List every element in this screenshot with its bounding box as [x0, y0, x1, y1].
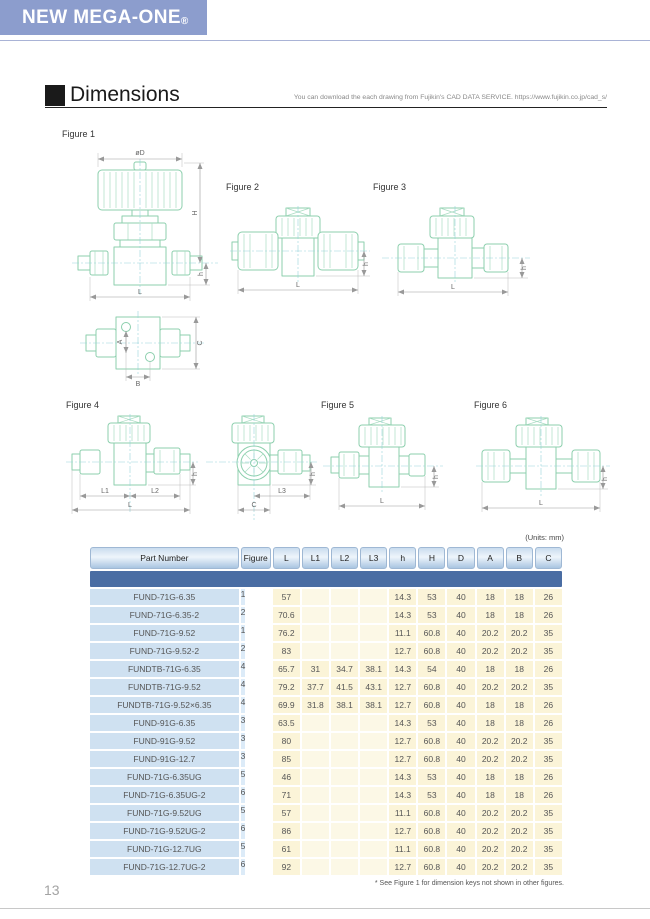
value-cell: 14.3 — [389, 589, 416, 605]
table-row — [90, 769, 562, 785]
value-cell — [360, 805, 387, 821]
value-cell — [302, 625, 329, 641]
value-cell: 26 — [535, 769, 562, 785]
table-body — [90, 589, 562, 875]
value-cell — [360, 643, 387, 659]
value-cell — [331, 625, 358, 641]
banner-underline — [0, 40, 650, 41]
part-number-cell: FUND-91G-12.7 — [90, 751, 239, 767]
value-cell: 57 — [273, 805, 300, 821]
table-row — [90, 589, 562, 605]
value-cell: 53 — [418, 607, 445, 623]
dim-label-B: B — [135, 381, 141, 388]
value-cell: 12.7 — [389, 733, 416, 749]
value-cell: 20.2 — [506, 733, 533, 749]
dim-label-A: A — [117, 339, 124, 345]
table-row — [90, 697, 562, 713]
value-cell: 38.1 — [331, 697, 358, 713]
dim-label-h2: h — [310, 472, 317, 476]
dim-label-C: C — [197, 340, 204, 346]
value-cell: 46 — [273, 769, 300, 785]
value-cell: 11.1 — [389, 841, 416, 857]
col-header-L1: L1 — [302, 547, 329, 569]
value-cell: 43.1 — [360, 679, 387, 695]
part-number-cell: FUNDTB-71G-9.52×6.35 — [90, 697, 239, 713]
value-cell: 14.3 — [389, 607, 416, 623]
value-cell: 35 — [535, 679, 562, 695]
dim-label-oD: øD — [135, 150, 145, 157]
col-header-L3: L3 — [360, 547, 387, 569]
value-cell: 35 — [535, 859, 562, 875]
value-cell — [302, 607, 329, 623]
dimensions-table-section — [88, 533, 564, 887]
value-cell: 20.2 — [477, 733, 504, 749]
value-cell: 12.7 — [389, 643, 416, 659]
figure6-label: Figure 6 — [474, 400, 508, 410]
figure4-label: Figure 4 — [66, 400, 100, 410]
registered-mark: ® — [180, 16, 189, 27]
figure2-label: Figure 2 — [226, 182, 260, 192]
page-number: 13 — [44, 882, 60, 898]
value-cell — [302, 715, 329, 731]
value-cell — [331, 805, 358, 821]
value-cell: 60.8 — [418, 841, 445, 857]
dim-label-L: L — [138, 289, 142, 296]
value-cell: 20.2 — [506, 751, 533, 767]
value-cell: 37.7 — [302, 679, 329, 695]
table-row — [90, 715, 562, 731]
table-row — [90, 751, 562, 767]
value-cell — [360, 625, 387, 641]
value-cell: 54 — [418, 661, 445, 677]
dim-label-L1: L1 — [101, 488, 109, 495]
value-cell — [360, 607, 387, 623]
value-cell: 35 — [535, 823, 562, 839]
table-row — [90, 625, 562, 641]
value-cell — [331, 715, 358, 731]
value-cell: 65.7 — [273, 661, 300, 677]
dim-label-L: L — [380, 498, 384, 505]
value-cell — [360, 841, 387, 857]
value-cell: 20.2 — [506, 625, 533, 641]
value-cell: 86 — [273, 823, 300, 839]
dim-label-C: C — [251, 502, 257, 509]
cad-download-note: You can download the each drawing from Fujikin's CAD DATA SERVICE. https://www.fujikin.co.jp/cad_s/ — [293, 94, 607, 101]
value-cell: 20.2 — [477, 625, 504, 641]
dim-label-L2: L2 — [151, 488, 159, 495]
value-cell: 60.8 — [418, 859, 445, 875]
value-cell: 20.2 — [477, 751, 504, 767]
value-cell — [302, 823, 329, 839]
value-cell: 20.2 — [477, 841, 504, 857]
value-cell: 20.2 — [506, 859, 533, 875]
value-cell: 76.2 — [273, 625, 300, 641]
value-cell: 18 — [506, 715, 533, 731]
table-row — [90, 859, 562, 875]
value-cell: 18 — [506, 607, 533, 623]
value-cell: 71 — [273, 787, 300, 803]
table-row — [90, 805, 562, 821]
value-cell: 70.6 — [273, 607, 300, 623]
col-header-part-number: Part Number — [90, 547, 239, 569]
dim-label-H: H — [192, 210, 199, 216]
value-cell: 26 — [535, 787, 562, 803]
value-cell: 12.7 — [389, 859, 416, 875]
part-number-cell: FUND-71G-12.7UG — [90, 841, 239, 857]
figure-cell: 6 — [241, 787, 246, 803]
value-cell: 40 — [447, 589, 474, 605]
figure2-drawing — [230, 202, 376, 302]
value-cell: 34.7 — [331, 661, 358, 677]
figure-cell: 2 — [241, 607, 246, 623]
dim-label-h: h — [602, 477, 609, 481]
value-cell: 18 — [506, 661, 533, 677]
value-cell: 53 — [418, 589, 445, 605]
value-cell: 83 — [273, 643, 300, 659]
section-bullet — [45, 85, 65, 106]
value-cell: 20.2 — [477, 643, 504, 659]
value-cell — [302, 733, 329, 749]
value-cell: 20.2 — [506, 823, 533, 839]
value-cell — [331, 751, 358, 767]
value-cell — [331, 787, 358, 803]
table-row — [90, 661, 562, 677]
value-cell: 61 — [273, 841, 300, 857]
value-cell: 40 — [447, 841, 474, 857]
col-header-L2: L2 — [331, 547, 358, 569]
part-number-cell: FUND-71G-9.52UG — [90, 805, 239, 821]
figure3-label: Figure 3 — [373, 182, 407, 192]
col-header-C: C — [535, 547, 562, 569]
value-cell — [302, 841, 329, 857]
table-header-row — [90, 547, 562, 569]
dim-label-L: L — [128, 502, 132, 509]
value-cell: 14.3 — [389, 787, 416, 803]
figure6-drawing — [474, 412, 614, 524]
value-cell: 35 — [535, 733, 562, 749]
table-row — [90, 643, 562, 659]
value-cell — [360, 769, 387, 785]
figure3-drawing — [380, 202, 535, 302]
value-cell: 40 — [447, 715, 474, 731]
value-cell — [360, 751, 387, 767]
table-row — [90, 733, 562, 749]
part-number-cell: FUND-71G-9.52UG-2 — [90, 823, 239, 839]
value-cell — [302, 805, 329, 821]
value-cell: 12.7 — [389, 697, 416, 713]
dim-label-h: h — [198, 272, 205, 276]
units-label: (Units: mm) — [525, 533, 564, 542]
dimensions-table — [88, 545, 564, 877]
part-number-cell: FUND-71G-6.35UG-2 — [90, 787, 239, 803]
product-banner — [0, 0, 207, 35]
col-header-A: A — [477, 547, 504, 569]
figure-cell: 5 — [241, 841, 246, 857]
value-cell: 18 — [506, 787, 533, 803]
value-cell: 53 — [418, 787, 445, 803]
value-cell: 14.3 — [389, 715, 416, 731]
value-cell: 18 — [506, 697, 533, 713]
value-cell: 20.2 — [477, 859, 504, 875]
value-cell — [331, 769, 358, 785]
value-cell: 14.3 — [389, 769, 416, 785]
value-cell: 60.8 — [418, 805, 445, 821]
part-number-cell: FUND-71G-9.52-2 — [90, 643, 239, 659]
value-cell: 60.8 — [418, 733, 445, 749]
value-cell: 35 — [535, 805, 562, 821]
part-number-cell: FUND-71G-6.35UG — [90, 769, 239, 785]
value-cell — [331, 823, 358, 839]
value-cell — [331, 643, 358, 659]
value-cell: 35 — [535, 751, 562, 767]
value-cell: 41.5 — [331, 679, 358, 695]
figure5-drawing — [321, 412, 451, 524]
table-row — [90, 823, 562, 839]
figure-cell: 1 — [241, 625, 246, 641]
figure-cell: 4 — [241, 679, 246, 695]
value-cell: 60.8 — [418, 643, 445, 659]
value-cell: 12.7 — [389, 751, 416, 767]
value-cell: 40 — [447, 607, 474, 623]
part-number-cell: FUNDTB-71G-9.52 — [90, 679, 239, 695]
value-cell: 20.2 — [506, 679, 533, 695]
value-cell: 20.2 — [477, 823, 504, 839]
table-row — [90, 607, 562, 623]
figure-cell: 4 — [241, 697, 246, 713]
part-number-cell: FUND-71G-9.52 — [90, 625, 239, 641]
value-cell: 40 — [447, 625, 474, 641]
col-header-H: H — [418, 547, 445, 569]
dim-label-h: h — [521, 266, 528, 270]
value-cell: 60.8 — [418, 823, 445, 839]
value-cell — [302, 643, 329, 659]
value-cell: 85 — [273, 751, 300, 767]
value-cell: 18 — [477, 715, 504, 731]
value-cell — [360, 589, 387, 605]
part-number-cell: FUND-91G-9.52 — [90, 733, 239, 749]
value-cell — [302, 751, 329, 767]
figure-cell: 2 — [241, 643, 246, 659]
value-cell: 20.2 — [477, 679, 504, 695]
value-cell: 11.1 — [389, 805, 416, 821]
value-cell: 40 — [447, 643, 474, 659]
figure1-front-drawing — [70, 143, 220, 307]
value-cell: 63.5 — [273, 715, 300, 731]
value-cell: 92 — [273, 859, 300, 875]
part-number-cell: FUND-71G-12.7UG-2 — [90, 859, 239, 875]
value-cell: 53 — [418, 769, 445, 785]
value-cell: 80 — [273, 733, 300, 749]
value-cell: 26 — [535, 697, 562, 713]
col-header-D: D — [447, 547, 474, 569]
part-number-cell: FUND-71G-6.35 — [90, 589, 239, 605]
value-cell — [360, 715, 387, 731]
section-underline — [45, 107, 607, 108]
value-cell: 40 — [447, 733, 474, 749]
header-separator — [90, 571, 562, 587]
table-footnote: * See Figure 1 for dimension keys not shown in other figures. — [374, 880, 564, 887]
value-cell: 18 — [477, 787, 504, 803]
table-row — [90, 787, 562, 803]
value-cell: 60.8 — [418, 679, 445, 695]
value-cell: 14.3 — [389, 661, 416, 677]
figure-cell: 6 — [241, 859, 246, 875]
dim-label-L: L — [451, 284, 455, 291]
value-cell — [331, 607, 358, 623]
col-header-B: B — [506, 547, 533, 569]
value-cell: 40 — [447, 787, 474, 803]
table-row — [90, 841, 562, 857]
section-title: Dimensions — [70, 83, 180, 106]
figure-cell: 1 — [241, 589, 246, 605]
figure-cell: 3 — [241, 733, 246, 749]
value-cell — [302, 589, 329, 605]
value-cell — [360, 823, 387, 839]
value-cell: 35 — [535, 625, 562, 641]
value-cell: 12.7 — [389, 823, 416, 839]
value-cell: 18 — [506, 769, 533, 785]
value-cell: 35 — [535, 643, 562, 659]
value-cell — [302, 787, 329, 803]
value-cell: 26 — [535, 589, 562, 605]
value-cell: 18 — [477, 661, 504, 677]
value-cell: 26 — [535, 715, 562, 731]
value-cell: 35 — [535, 841, 562, 857]
value-cell: 26 — [535, 661, 562, 677]
dim-label-h: h — [363, 262, 370, 266]
value-cell: 18 — [477, 697, 504, 713]
page-bottom-rule — [0, 908, 650, 909]
value-cell: 40 — [447, 823, 474, 839]
value-cell: 18 — [477, 589, 504, 605]
figure5-label: Figure 5 — [321, 400, 355, 410]
value-cell: 40 — [447, 769, 474, 785]
value-cell: 38.1 — [360, 697, 387, 713]
value-cell: 40 — [447, 661, 474, 677]
value-cell — [360, 859, 387, 875]
figure-cell: 5 — [241, 805, 246, 821]
figure-cell: 3 — [241, 751, 246, 767]
value-cell: 11.1 — [389, 625, 416, 641]
value-cell — [331, 733, 358, 749]
figure-cell: 4 — [241, 661, 246, 677]
value-cell: 69.9 — [273, 697, 300, 713]
value-cell: 26 — [535, 607, 562, 623]
figure1-bottom-drawing — [76, 305, 211, 389]
dim-label-h: h — [433, 475, 440, 479]
value-cell — [302, 859, 329, 875]
value-cell: 20.2 — [477, 805, 504, 821]
figure-cell: 3 — [241, 715, 246, 731]
value-cell: 20.2 — [506, 643, 533, 659]
value-cell: 38.1 — [360, 661, 387, 677]
value-cell: 60.8 — [418, 697, 445, 713]
value-cell: 31 — [302, 661, 329, 677]
value-cell — [360, 733, 387, 749]
table-row — [90, 679, 562, 695]
product-title: NEW MEGA-ONE — [22, 7, 181, 28]
dim-label-h: h — [192, 472, 199, 476]
col-header-L: L — [273, 547, 300, 569]
value-cell — [331, 859, 358, 875]
value-cell — [302, 769, 329, 785]
value-cell — [331, 589, 358, 605]
dim-label-L: L — [539, 500, 543, 507]
value-cell: 20.2 — [506, 805, 533, 821]
value-cell: 40 — [447, 805, 474, 821]
dim-label-L: L — [296, 282, 300, 289]
value-cell: 40 — [447, 859, 474, 875]
value-cell: 60.8 — [418, 625, 445, 641]
figure-cell: 6 — [241, 823, 246, 839]
value-cell: 20.2 — [506, 841, 533, 857]
value-cell: 60.8 — [418, 751, 445, 767]
value-cell: 18 — [477, 607, 504, 623]
dim-label-L3: L3 — [278, 488, 286, 495]
figure1-label: Figure 1 — [62, 129, 96, 139]
value-cell: 12.7 — [389, 679, 416, 695]
part-number-cell: FUNDTB-71G-6.35 — [90, 661, 239, 677]
value-cell: 53 — [418, 715, 445, 731]
value-cell: 57 — [273, 589, 300, 605]
value-cell — [331, 841, 358, 857]
value-cell: 40 — [447, 679, 474, 695]
part-number-cell: FUND-91G-6.35 — [90, 715, 239, 731]
value-cell: 40 — [447, 751, 474, 767]
col-header-h: h — [389, 547, 416, 569]
value-cell: 79.2 — [273, 679, 300, 695]
col-header-figure: Figure — [241, 547, 271, 569]
value-cell: 18 — [477, 769, 504, 785]
value-cell: 18 — [506, 589, 533, 605]
figure4-drawing — [66, 412, 321, 527]
value-cell: 40 — [447, 697, 474, 713]
figure-cell: 5 — [241, 769, 246, 785]
part-number-cell: FUND-71G-6.35-2 — [90, 607, 239, 623]
value-cell: 31.8 — [302, 697, 329, 713]
value-cell — [360, 787, 387, 803]
